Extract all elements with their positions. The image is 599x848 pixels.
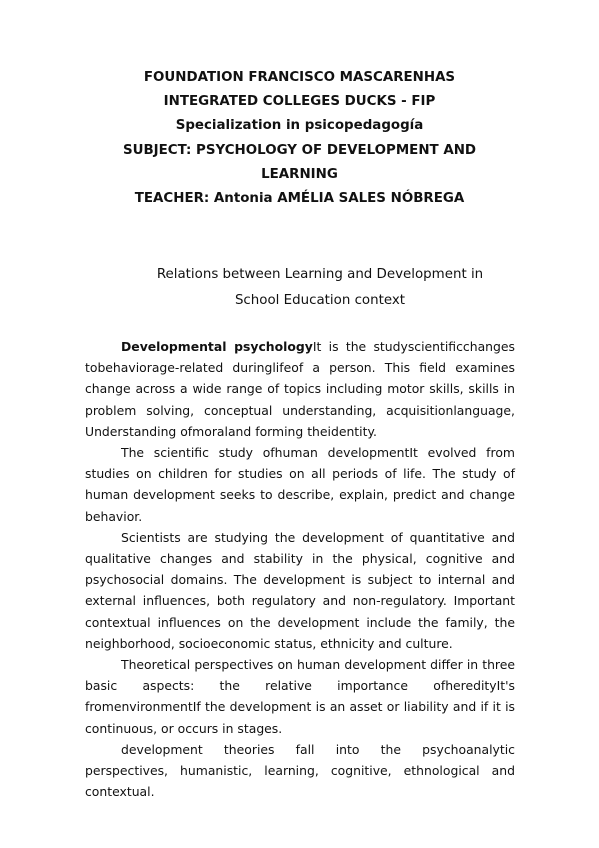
paragraph-4: Theoretical perspectives on human development differ in three basic aspects: the relative importance ofheredityIt's fromenvironmentIf the development is an asset or liability and if it is continuous, or occurs in stages. [85, 657, 515, 736]
header-subject-continued: LEARNING [261, 166, 338, 182]
paragraph-2: The scientific study ofhuman developmentIt evolved from studies on children for studies on all periods of life. The study of human development seeks to describe, explain, predict and change behavior. [85, 445, 515, 524]
document-body [85, 336, 515, 802]
header-college: INTEGRATED COLLEGES DUCKS - FIP [163, 94, 436, 110]
header-specialization: Specialization in psicopedagogía [175, 118, 424, 134]
title-line-2: School Education context [234, 293, 406, 308]
paragraph-1 [85, 336, 515, 442]
header-institution: FOUNDATION FRANCISCO MASCARENHAS [143, 70, 456, 85]
title-line-1: Relations between Learning and Development in [156, 267, 484, 282]
header-teacher: TEACHER: Antonia AMÉLIA SALES NÓBREGA [134, 191, 465, 207]
document-header [60, 66, 539, 211]
paragraph-5: development theories fall into the psychoanalytic perspectives, humanistic, learning, cognitive, ethnological and contextual. [85, 741, 515, 800]
paragraph-3: Scientists are studying the development of quantitative and qualitative changes and stability in the physical, cognitive and psychosocial domains. The development is subject to internal and external influences, both regulatory and non-regulatory. Important contextual influences on the development include the family, the neighborhood, socioeconomic status, ethnicity and culture. [85, 529, 515, 651]
header-subject: SUBJECT: PSYCHOLOGY OF DEVELOPMENT AND [122, 142, 477, 158]
paragraph-1-lead-term: Developmental psychology [121, 339, 313, 354]
document-title [60, 262, 580, 314]
paragraph-1-text: It is the studyscientificchanges tobehaviorage-related duringlifeof a person. This field examines change across a wide range of topics including motor skills, skills in problem solving, conceptual understanding, acquisitionlanguage, Understanding ofmoraland forming theidentity. [85, 339, 515, 439]
